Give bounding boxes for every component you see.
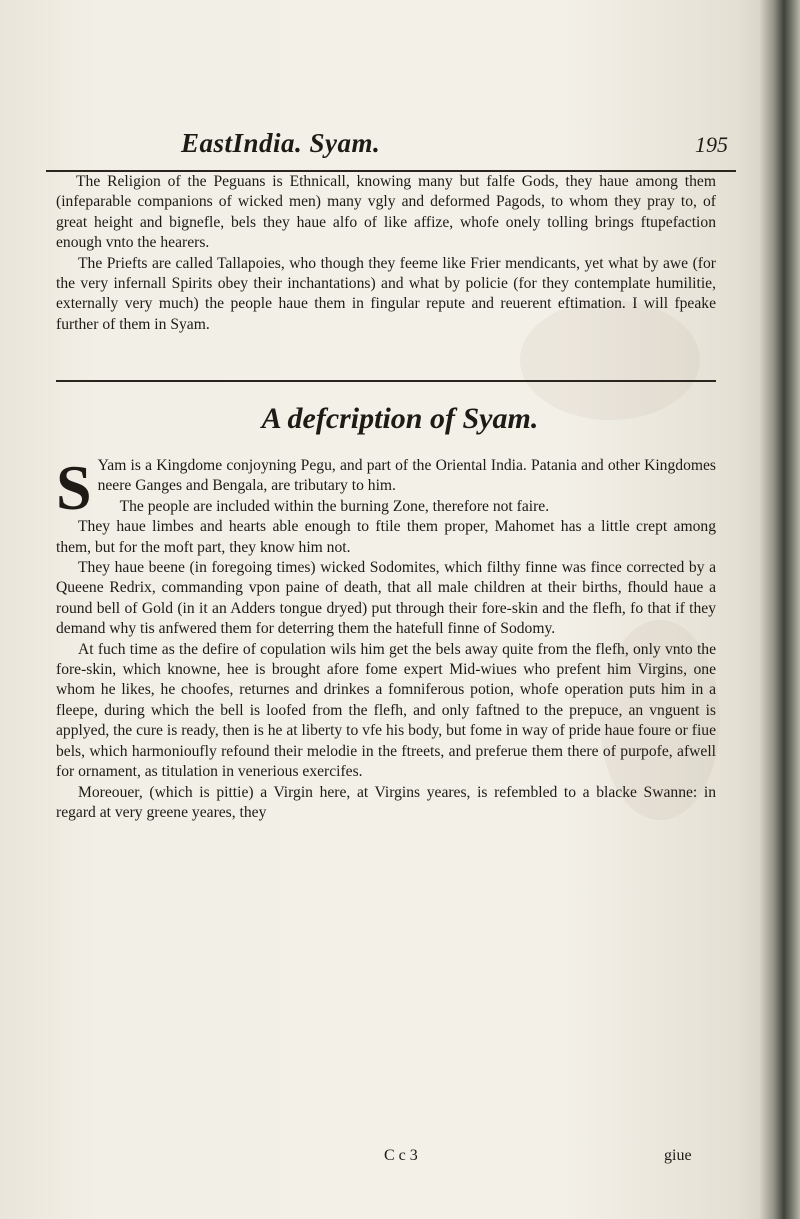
body-paragraph: The people are included within the burning Zone, therefore not faire. xyxy=(119,497,550,515)
drop-cap: S xyxy=(56,452,92,523)
intro-paragraph: The Religion of the Peguans is Ethnicall, knowing many but falfe Gods, they haue among them (infeparable companions of wicked men) many vgly and deformed Pagods, to whom they pray to, of great height and bignefle, bels they haue alfo of like affize, whofe onely tolling brings ftupefaction enough vnto the hearers. xyxy=(56,173,716,252)
body-paragraph: Moreouer, (which is pittie) a Virgin here, at Virgins yeares, is refembled to a blacke Swanne: in regard at very greene yeares, they xyxy=(56,783,716,821)
book-binding-edge xyxy=(760,0,800,1219)
body-paragraph: At fuch time as the defire of copulation wils him get the bels away quite from the flefh, only vnto the fore-skin, which knowne, hee is brought afore fome expert Mid-wiues who prefent him Virgins, one whom he likes, he choofes, returnes and drinkes a fomniferous potion, whofe operation puts him in a fleepe, during which the bell is loofed from the flefh, and only faftned to the prepuce, an vnguent is applyed, the cure is ready, then is he at liberty to vfe his body, but fome in way of pride haue foure or fiue bels, which harmonioufly refound their melodie in the ftreets, and preferue them there of purpofe, afwell for ornament, as titulation in venerious exercifes. xyxy=(56,640,716,781)
page-number: 195 xyxy=(695,132,728,157)
page-header xyxy=(46,128,736,168)
section-divider xyxy=(56,380,716,382)
body-section xyxy=(56,452,716,823)
running-head: EastIndia. Syam. xyxy=(181,128,381,158)
body-paragraph: They haue beene (in foregoing times) wicked Sodomites, which filthy finne was fince corrected by a Queene Redrix, commanding vpon paine of death, that all male children at their births, fhould haue a round bell of Gold (in it an Adders tongue dryed) put through their fore-skin and the flefh, fo that if they demand why tis anfwered them for deterring them the hatefull finne of Sodomy. xyxy=(56,559,716,638)
catchword: giue xyxy=(664,1147,692,1164)
signature-mark: C c 3 xyxy=(384,1147,418,1164)
intro-section xyxy=(56,172,716,335)
intro-paragraph: The Priefts are called Tallapoies, who though they feeme like Frier mendicants, yet what by awe (for the very infernall Spirits obey their inchantations) and what by policie (for they contemplate humilitie, externally very much) the people haue them in fingular repute and reuerent eftimation. I will fpeake further of them in Syam. xyxy=(56,254,716,333)
section-title: A defcription of Syam. xyxy=(261,402,539,435)
body-paragraph-text: Yam is a Kingdome conjoyning Pegu, and part of the Oriental India. Patania and other Kingdomes neere Ganges and Bengala, are tributary to him. xyxy=(97,457,716,495)
body-paragraph: They haue limbes and hearts able enough to ftile them proper, Mahomet has a little crept among them, but for the moft part, they know him not. xyxy=(56,518,716,556)
